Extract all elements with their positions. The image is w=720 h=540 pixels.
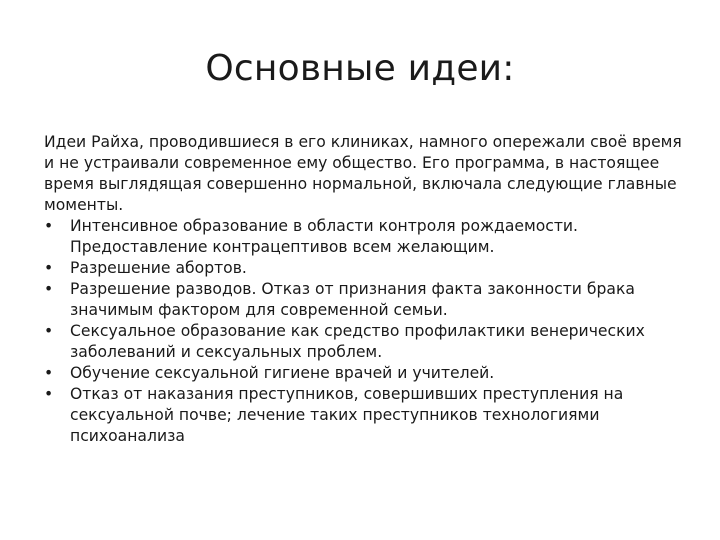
bullet-icon: • [44, 259, 54, 277]
bullet-item-divorce [44, 279, 694, 321]
bullet-text: Интенсивное образование в области контроля рождаемости. Предоставление контрацептивов всем желающим. [70, 217, 579, 256]
intro-paragraph: Идеи Райха, проводившиеся в его клиниках, намного опережали своё время и не устраивали современное ему общество. Его программа, в настоящее время выглядящая совершенно нормальной, включала следующие главные моменты. [44, 133, 682, 214]
bullet-icon: • [44, 322, 54, 340]
bullet-item-offender-treatment [44, 384, 694, 447]
slide-title-text: Основные идеи: [205, 48, 515, 89]
bullet-item-abortion [44, 258, 694, 279]
bullet-icon: • [44, 217, 54, 235]
bullet-icon: • [44, 385, 54, 403]
bullet-item-sex-education [44, 321, 694, 363]
bullet-text: Отказ от наказания преступников, совершивших преступления на сексуальной почве; лечение таких преступников технологиями психоанализа [70, 385, 624, 445]
bullet-list [44, 216, 694, 447]
bullet-text: Разрешение разводов. Отказ от признания факта законности брака значимым фактором для современной семьи. [70, 280, 635, 319]
bullet-item-birth-control [44, 216, 694, 258]
bullet-text: Сексуальное образование как средство профилактики венерических заболеваний и сексуальных проблем. [70, 322, 645, 361]
bullet-icon: • [44, 364, 54, 382]
bullet-item-hygiene-training [44, 363, 694, 384]
slide-title [0, 46, 720, 92]
bullet-text: Обучение сексуальной гигиене врачей и учителей. [70, 364, 495, 382]
bullet-icon: • [44, 280, 54, 298]
bullet-text: Разрешение абортов. [70, 259, 247, 277]
slide-body [44, 132, 694, 447]
